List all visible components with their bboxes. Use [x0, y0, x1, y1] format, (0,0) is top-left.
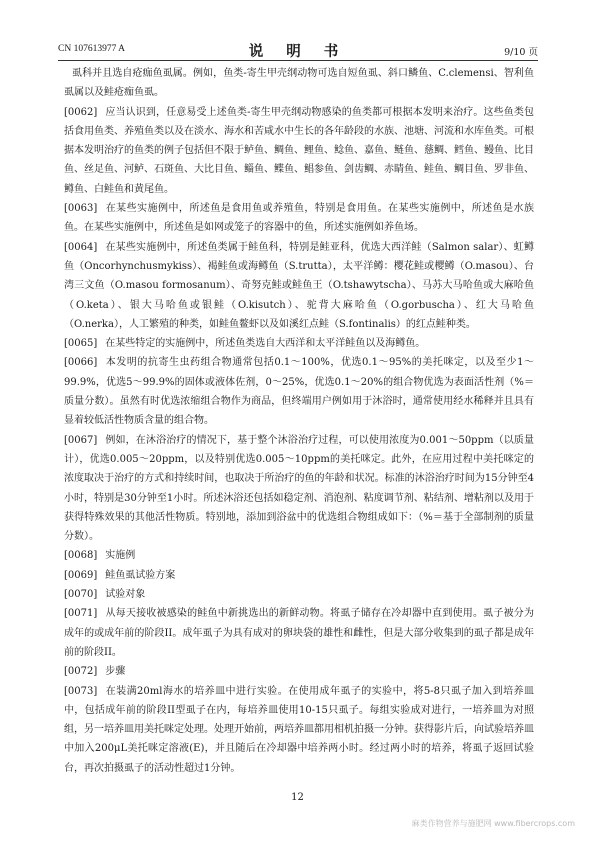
paragraph-0062	[64, 103, 534, 199]
paragraph-number: [0067]	[64, 434, 98, 446]
paragraph-continued: 虱科并且选自疮痂鱼虱属。例如，鱼类-寄生甲壳纲动物可选自短鱼虱、斜口鳞鱼、C.clemensi、智利鱼虱属以及鲑疮痂鱼虱。	[64, 68, 534, 99]
page-indicator: 9/10 页	[504, 47, 538, 58]
paragraph-0067	[64, 431, 534, 547]
paragraph-0069	[64, 566, 534, 585]
site-watermark: 麻类作物营养与施肥网 www.fibercrops.com	[411, 819, 575, 828]
section-heading: 实施例	[105, 550, 136, 562]
page-header	[58, 40, 538, 60]
section-heading: 步骤	[105, 666, 126, 678]
paragraph-0070	[64, 585, 534, 604]
paragraph-text: 在某些特定的实施例中，所述鱼类选自大西洋和太平洋鲑鱼以及海鳟鱼。	[105, 338, 426, 350]
paragraph-number: [0070]	[64, 589, 98, 601]
patent-number: CN 107613977 A	[58, 44, 126, 54]
paragraph-text: 从每天接收被感染的鲑鱼中新挑选出的新鲜动物。将虱子储存在冷却器中直到使用。虱子被分为成年的或成年前的阶段II。成年虱子为具有成对的卵块袋的雄性和雌性，但是大部分收集到的虱子都是成年前的阶段II。	[64, 608, 534, 658]
header-divider	[58, 60, 538, 61]
paragraph-number: [0068]	[64, 550, 98, 562]
paragraph-0068	[64, 546, 534, 565]
paragraph-number: [0073]	[64, 685, 98, 697]
document-title: 说 明 书	[248, 43, 348, 60]
paragraph-0065	[64, 334, 534, 353]
paragraph-text: 在某些实施例中，所述鱼类属于鲑鱼科，特别是鲑亚科，优选大西洋鲑（Salmon salar）、虹鳟鱼（Oncorhynchusmykiss）、褐鲑鱼或海鳟鱼（S.trutta），太平洋鳟：樱花鲑或樱鳟（O.masou）、台湾三文鱼（O.masou formosanum）、奇努克鲑或鲑鱼王（O.tshawytscha）、马苏大马哈鱼或大麻哈鱼（O.keta）、银大马哈鱼或银鲑（O.kisutch）、驼背大麻哈鱼（O.gorbuscha）、红大马哈鱼（O.nerka），人工繁殖的种类，如鲑鱼鳌虾以及如溪红点鲑（S.fontinalis）的红点鲑种类。	[64, 241, 534, 330]
paragraph-0064	[64, 238, 534, 334]
paragraph-number: [0066]	[64, 357, 98, 369]
paragraph-0071	[64, 604, 534, 662]
paragraph-number: [0064]	[64, 241, 98, 253]
paragraph-0072	[64, 662, 534, 681]
page-number: 12	[291, 792, 304, 803]
paragraph-number: [0063]	[64, 203, 98, 215]
paragraph-number: [0065]	[64, 338, 98, 350]
paragraph-text: 在装满20ml海水的培养皿中进行实验。在使用成年虱子的实验中，将5-8只虱子加入到培养皿中，包括成年前的阶段II型虱子在内，每培养皿使用10-15只虱子。每组实验成对进行，一培养皿为对照组，另一培养皿用美托咪定处理。处理开始前，两培养皿都用相机拍摄一分钟。获得影片后，向试验培养皿中加入200μL美托咪定溶液(E)，并且随后在冷却器中培养两小时。经过两小时的培养，将虱子返回试验台，再次拍摄虱子的活动性超过1分钟。	[64, 685, 534, 774]
paragraph-number: [0062]	[64, 106, 98, 118]
paragraph-text: 本发明的抗寄生虫药组合物通常包括0.1～100%，优选0.1～95%的美托咪定，以及至少1～99.9%，优选5～99.9%的固体或液体佐剂，0～25%，优选0.1～20%的组合物优选为表面活性剂（%＝质量分数）。虽然有时优选浓缩组合物作为商品，但终端用户例如用于沐浴时，通常使用经水稀释并且具有显着较低活性物质含量的组合物。	[64, 357, 534, 427]
paragraph-text: 应当认识到，任意易受上述鱼类-寄生甲壳纲动物感染的鱼类都可根据本发明来治疗。这些鱼类包括食用鱼类、养殖鱼类以及在淡水、海水和苦咸水中生长的各年龄段的水族、池塘、河流和水库鱼类。可根据本发明治疗的鱼类的例子包括但不限于鲈鱼、鲷鱼、鲤鱼、鲶鱼、嘉鱼、鲢鱼、慈鲷、鳕鱼、鳗鱼、比目鱼、丝足鱼、河鲈、石斑鱼、大比目鱼、鲻鱼、鲽鱼、鲳参鱼、剑齿鲷、赤睛鱼、鲑鱼、鲷目鱼、罗非鱼、鳟鱼、白鲑鱼和黄尾鱼。	[64, 106, 534, 195]
paragraph-text: 例如，在沐浴治疗的情况下，基于整个沐浴治疗过程，可以使用浓度为0.001～50ppm（以质量计），优选0.005～20ppm，以及特别优选0.005～10ppm的美托咪定。此外，在应用过程中美托咪定的浓度取决于治疗的方式和持续时间，也取决于所治疗的鱼的年龄和状况。标准的沐浴治疗时间为15分钟至4小时，特别是30分钟至1小时。所述沐浴还包括如稳定剂、消泡剂、粘度调节剂、粘结剂、增粘剂以及用于获得特殊效果的其他活性物质。特别地，添加到浴盆中的优选组合物组成如下：（%＝基于全部制剂的质量分数）。	[64, 434, 534, 543]
paragraph-0066	[64, 353, 534, 430]
paragraph-number: [0071]	[64, 608, 98, 620]
document-body	[64, 64, 534, 778]
paragraph-0073	[64, 682, 534, 778]
paragraph-number: [0072]	[64, 666, 98, 678]
section-heading: 试验对象	[105, 589, 146, 601]
paragraph-0063	[64, 199, 534, 238]
section-heading: 鲑鱼虱试验方案	[105, 569, 176, 581]
paragraph-text: 在某些实施例中，所述鱼是食用鱼或养殖鱼，特别是食用鱼。在某些实施例中，所述鱼是水族鱼。在某些实施例中，所述鱼是如网或笼子的容器中的鱼，所述实施例如养鱼场。	[64, 203, 534, 234]
paragraph-number: [0069]	[64, 569, 98, 581]
